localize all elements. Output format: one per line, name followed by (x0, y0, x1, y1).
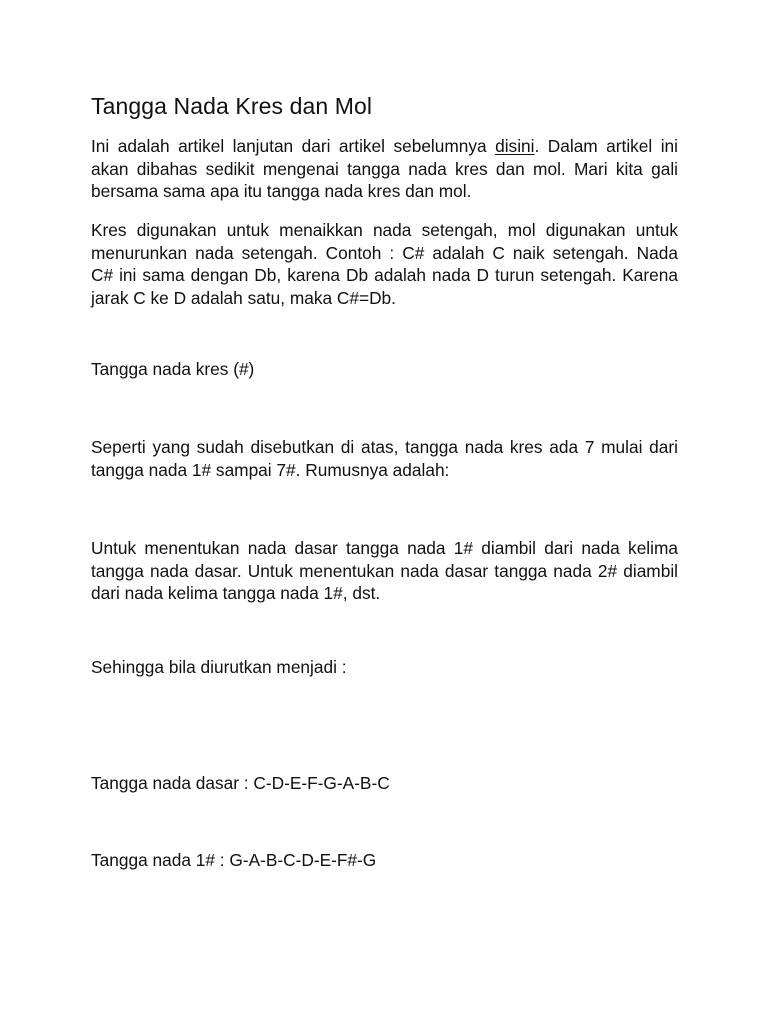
paragraph-line: menurunkan nada setengah. Contoh : C# adalah C naik setengah. Nada (91, 242, 678, 263)
paragraph-intro (91, 135, 678, 203)
paragraph-line: dari nada kelima tangga nada 1#, dst. (91, 583, 381, 603)
paragraph-line: C# ini sama dengan Db, karena Db adalah nada D turun setengah. Karena (91, 265, 678, 285)
paragraph-line: jarak C ke D adalah satu, maka C#=Db. (91, 287, 396, 308)
document-title: Tangga Nada Kres dan Mol (91, 93, 373, 119)
paragraph-line: Untuk menentukan nada dasar tangga nada 1# diambil dari nada kelima (91, 538, 678, 558)
paragraph-line: tangga nada dasar. Untuk menentukan nada dasar tangga nada 2# diambil (91, 560, 678, 581)
disini-link[interactable]: disini (495, 136, 535, 156)
paragraph-sequence-intro: Sehingga bila diurutkan menjadi : (91, 657, 347, 677)
scale-line-dasar: Tangga nada dasar : C-D-E-F-G-A-B-C (91, 773, 390, 793)
section-heading-kres: Tangga nada kres (#) (91, 359, 255, 379)
paragraph-line: tangga nada 1# sampai 7#. Rumusnya adalah: (91, 459, 450, 480)
paragraph-line: Kres digunakan untuk menaikkan nada setengah, mol digunakan untuk (91, 220, 678, 240)
text-segment: Ini adalah artikel lanjutan dari artikel sebelumnya (91, 136, 496, 156)
paragraph-kres-rule (91, 537, 678, 605)
paragraph-line: bersama sama apa itu tangga nada kres dan mol. (91, 181, 472, 201)
scale-line-1-kres: Tangga nada 1# : G-A-B-C-D-E-F#-G (91, 850, 377, 870)
text-segment: . Dalam artikel ini (534, 136, 679, 156)
paragraph-kres-mol-definition (91, 219, 678, 309)
paragraph-line (91, 135, 678, 158)
paragraph-line: akan dibahas sedikit mengenai tangga nada kres dan mol. Mari kita gali (91, 158, 678, 179)
paragraph-line: Seperti yang sudah disebutkan di atas, tangga nada kres ada 7 mulai dari (91, 437, 678, 457)
paragraph-kres-range (91, 436, 678, 481)
